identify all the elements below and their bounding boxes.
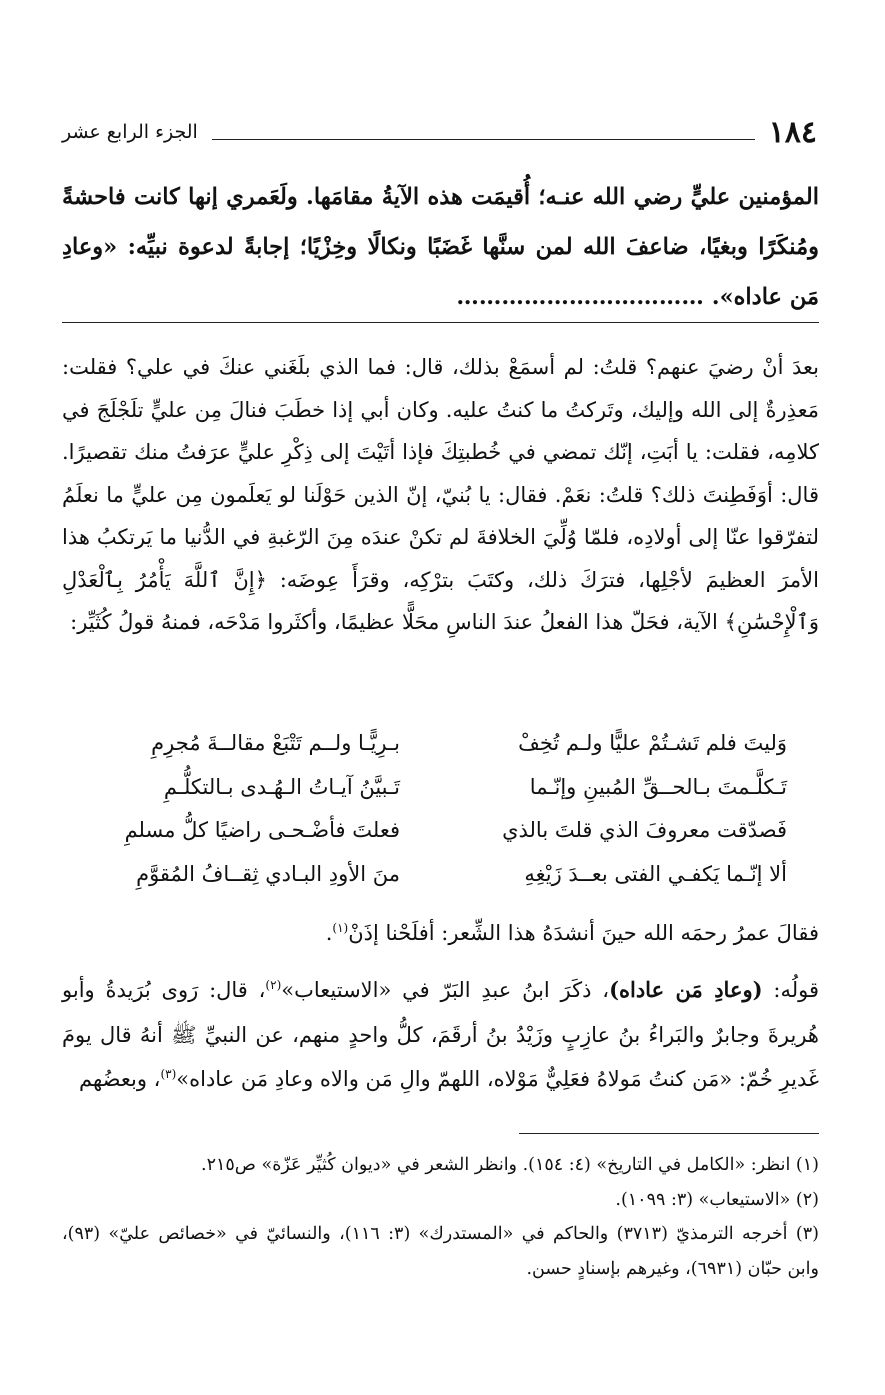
commentary-body: [62, 346, 819, 644]
footnotes: [62, 1148, 819, 1286]
page-number: ١٨٤: [768, 114, 817, 150]
footnote-ref-2[interactable]: (٢): [265, 978, 282, 992]
verse-second-hemistich: تَـبيَّنُ آيـاتُ الـهُـدى بـالتكلُّـمِ: [163, 774, 400, 799]
footnote-ref-3[interactable]: (٣): [160, 1067, 177, 1081]
verse-second-hemistich: بـرِيًّـا ولــم تَتْبَعْ مقالــةَ مُجرِمِ: [151, 731, 400, 755]
verse-first-hemistich: وَليتَ فلم تَشـتُمْ عليًّا ولـم تُخِفْ: [518, 731, 787, 755]
verse: [100, 722, 787, 766]
matn-paragraph: [62, 172, 819, 322]
after-poem-end: .: [325, 921, 333, 945]
page-header: [62, 112, 817, 152]
footnote-item: (١) انظر: «الكامل في التاريخ» (٤: ١٥٤). وانظر الشعر في «ديوان كُثيِّر عَزّة» ص٢١٥.: [201, 1155, 819, 1175]
commentary-lead: قولُه:: [762, 978, 819, 1002]
footnote-ref-1[interactable]: (١): [332, 921, 349, 935]
matn-divider: [62, 322, 819, 323]
header-rule: [212, 139, 755, 140]
matn-text: المؤمنين عليٍّ رضي الله عنـه؛ أُقيمَت هذه الآيةُ مقامَها. ولَعَمري إنها كانت فاحشةً ومُنكَرًا وبغيًا، ضاعفَ الله لمن سنَّها غَضَبًا ونكالًا وخِزْيًا؛ إجابةً لدعوة نبيِّه: «وعادِ مَن عاداه».: [62, 184, 819, 310]
running-title: الجزء الرابع عشر: [62, 121, 198, 143]
commentary-paragraph: [62, 968, 819, 1102]
verse-first-hemistich: فَصدّقت معروفَ الذي قلتَ بالذي: [502, 818, 787, 842]
commentary-part2: ، قال: رَوى بُرَيدةُ وأبو هُريرةَ وجابرٌ والبَراءُ بنُ عازِبٍ وزَيْدُ بنُ أرقَمَ، كلُّ واحدٍ منهم، عن النبيِّ ﷺ أنهُ قال يومَ غَديرِ خُمّ: «مَن كنتُ مَولاهُ فعَلِيٌّ مَوْلاه، اللهمّ والِ مَن والاه وعادِ مَن عاداه»: [62, 978, 819, 1091]
after-poem: [62, 912, 819, 955]
after-poem-text: فقالَ عمرُ رحمَه الله حينَ أنشدَهُ هذا الشِّعر: أفلَحْنا إذَنْ: [348, 921, 819, 945]
footnote-rule: [519, 1133, 819, 1134]
body-paragraph: بعدَ أنْ رضيَ عنهم؟ قلتُ: لم أسمَعْ بذلك، قال: فما الذي بلَغَني عنكَ في علي؟ فقلت: مَعذِرةٌ إلى الله وإليك، وتَركتُ ما كنتُ عليه. وكان أبي إذا خطَبَ فنالَ مِن عليٍّ تلَجْلَجَ في كلامِه، فقلت: يا أبَتِ، إنّك تمضي في خُطبتِكَ فإذا أتَيْتَ إلى ذِكْرِ عليٍّ عرَفتُ منك تقصيرًا. قال: أوَفَطِنتَ ذلك؟ قلتُ: نعَمْ. فقال: يا بُنيّ، إنّ الذين حَوْلَنا لو يَعلَمون مِن عليٍّ ما نعلَمُ لتفرّقوا عنّا إلى أولادِه، فلمّا وُلِّيَ الخلافةَ لم تكنْ عندَه مِنَ الرّغبةِ في الدُّنيا ما يَرتكبُ هذا الأمرَ العظيمَ لأجْلِها، فترَكَ ذلك، وكتَبَ بترْكِه، وقرَأَ عِوضَه: ﴿إِنَّ ٱللَّهَ يَأْمُرُ بِٱلْعَدْلِ وَٱلْإِحْسَٰنِ﴾ الآية، فحَلّ هذا الفعلُ عندَ الناسِ محَلًّا عظيمًا، وأكثَروا مَدْحَه، فمنهُ قولُ كُثَيِّر:: [62, 355, 820, 634]
verse-first-hemistich: ألا إنّـما يَكفـي الفتى بعــدَ زَيْغِهِ: [524, 861, 787, 886]
verse: [100, 809, 787, 853]
verse-second-hemistich: منَ الأودِ البـادي ثِقــافُ المُقوَّمِ: [136, 861, 400, 886]
verse-second-hemistich: فعلتَ فأضْـحـى راضيًا كلُّ مسلمِ: [124, 818, 400, 842]
matn-block: [62, 172, 819, 322]
verse: [100, 766, 787, 810]
after-poem-line: [62, 912, 819, 955]
poem: [100, 722, 787, 896]
commentary-quote: (وعادِ مَن عاداه): [609, 977, 763, 1002]
matn-dots: ……………………………: [456, 284, 704, 310]
commentary-part3: ، وبعضُهم: [79, 1067, 161, 1091]
commentary-second: [62, 968, 819, 1102]
verse: [100, 853, 787, 897]
footnote-item: (٣) أخرجه الترمذيّ (٣٧١٣) والحاكم في «المستدرك» (٣: ١١٦)، والنسائيّ في «خصائص عليّ» (٩٣)، وابن حبّان (٦٩٣١)، وغيرهم بإسنادٍ حسن.: [62, 1224, 819, 1279]
footnote-item: (٢) «الاستيعاب» (٣: ١٠٩٩).: [615, 1189, 819, 1210]
verse-first-hemistich: تَـكلَّـمتَ بـالحــقِّ المُبينِ وإنّـما: [529, 774, 787, 799]
commentary-part1: ، ذكَرَ ابنُ عبدِ البَرّ في «الاستيعاب»: [281, 978, 610, 1002]
